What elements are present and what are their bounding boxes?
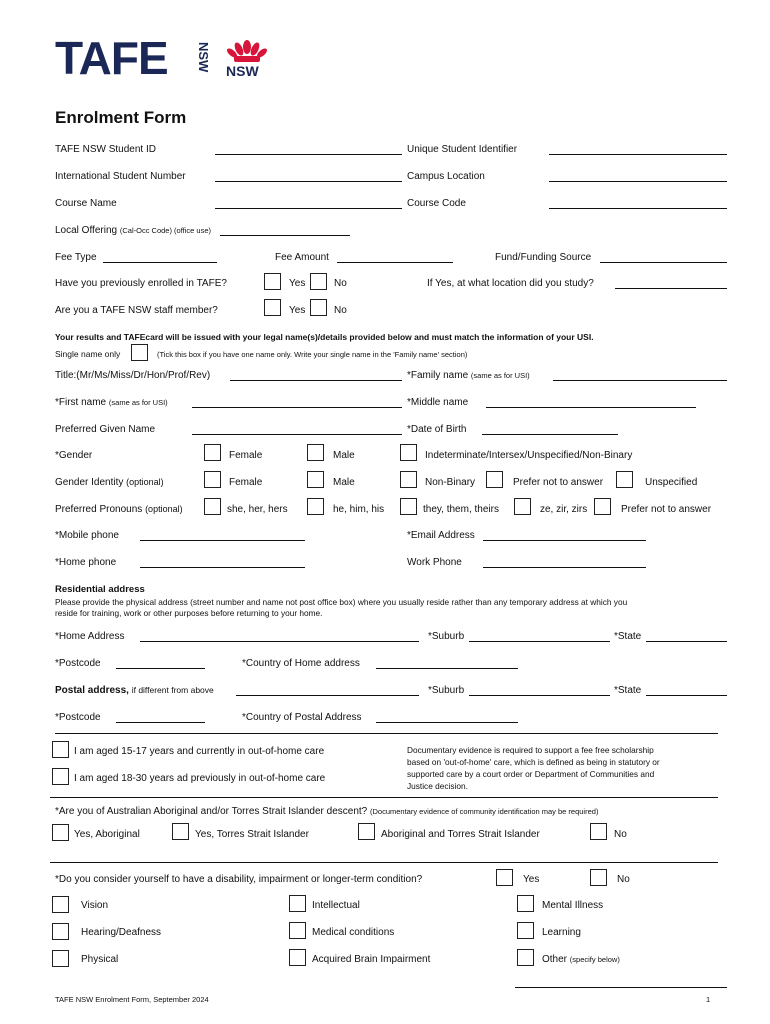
- staff-label: Are you a TAFE NSW staff member?: [55, 305, 218, 316]
- gender-indeterminate-label: Indeterminate/Intersex/Unspecified/Non-Binary: [425, 450, 633, 461]
- course-code-field[interactable]: [549, 208, 727, 209]
- prev-enrolled-label: Have you previously enrolled in TAFE?: [55, 278, 227, 289]
- aboriginal-yes-checkbox[interactable]: [52, 824, 69, 841]
- pronouns-optional: (optional): [145, 504, 183, 514]
- disability-yes-checkbox[interactable]: [496, 869, 513, 886]
- mental-illness-label: Mental Illness: [542, 900, 604, 911]
- gender-female-label: Female: [229, 450, 263, 461]
- local-offering-label: [55, 225, 211, 236]
- gender-identity-text: Gender Identity: [55, 477, 124, 488]
- identity-female-checkbox[interactable]: [204, 471, 221, 488]
- aboriginal-question-text: *Are you of Australian Aboriginal and/or Torres Strait Islander descent?: [55, 806, 368, 817]
- prev-location-label: If Yes, at what location did you study?: [427, 278, 594, 289]
- pronoun-they-label: they, them, theirs: [423, 504, 499, 515]
- page-title: Enrolment Form: [55, 108, 187, 127]
- home-suburb-field[interactable]: [469, 641, 610, 642]
- fee-type-field[interactable]: [103, 262, 217, 263]
- student-id-field[interactable]: [215, 154, 402, 155]
- pronoun-prefer-not-label: Prefer not to answer: [621, 504, 712, 515]
- medical-label: Medical conditions: [312, 927, 395, 938]
- mobile-field[interactable]: [140, 540, 305, 541]
- medical-checkbox[interactable]: [289, 922, 306, 939]
- identity-unspecified-checkbox[interactable]: [616, 471, 633, 488]
- postal-state-label: *State: [614, 685, 642, 696]
- section-divider: [50, 862, 718, 863]
- other-note: (specify below): [569, 955, 620, 964]
- family-name-label: [407, 370, 530, 381]
- postal-address-label: [55, 685, 214, 696]
- email-field[interactable]: [483, 540, 646, 541]
- pronoun-he-checkbox[interactable]: [307, 498, 324, 515]
- waratah-icon: [224, 38, 270, 66]
- fund-source-field[interactable]: [600, 262, 727, 263]
- preferred-name-field[interactable]: [192, 434, 402, 435]
- home-state-label: *State: [614, 631, 642, 642]
- pronoun-prefer-not-checkbox[interactable]: [594, 498, 611, 515]
- postal-address-note: if different from above: [131, 685, 214, 695]
- logo-vertical-nsw: NSW: [196, 42, 211, 73]
- title-label: Title:(Mr/Ms/Miss/Dr/Hon/Prof/Rev): [55, 370, 211, 381]
- fee-type-label: Fee Type: [55, 252, 97, 263]
- course-code-label: Course Code: [407, 198, 466, 209]
- aboriginal-note: (Documentary evidence of community identification may be required): [370, 807, 599, 816]
- care-note-4: Justice decision.: [407, 781, 468, 791]
- campus-label: Campus Location: [407, 171, 485, 182]
- postal-address-text: Postal address,: [55, 685, 129, 696]
- logo-nsw-text: NSW: [226, 63, 259, 79]
- gender-label: *Gender: [55, 450, 93, 461]
- intl-number-field[interactable]: [215, 181, 402, 182]
- local-offering-field[interactable]: [220, 235, 350, 236]
- prev-enrolled-no-checkbox[interactable]: [310, 273, 327, 290]
- page-number: 1: [706, 995, 711, 1004]
- first-name-note: (same as for USI): [108, 398, 168, 407]
- fund-source-label: Fund/Funding Source: [495, 252, 592, 263]
- country-postal-field[interactable]: [376, 722, 518, 723]
- identity-prefer-not-checkbox[interactable]: [486, 471, 503, 488]
- aboriginal-no-label: No: [614, 829, 627, 840]
- intellectual-checkbox[interactable]: [289, 895, 306, 912]
- pronoun-he-label: he, him, his: [333, 504, 385, 515]
- mobile-label: *Mobile phone: [55, 530, 119, 541]
- aboriginal-question: [55, 806, 598, 817]
- country-home-label: *Country of Home address: [242, 658, 360, 669]
- identity-nonbinary-label: Non-Binary: [425, 477, 476, 488]
- gender-indeterminate-checkbox[interactable]: [400, 444, 417, 461]
- gender-female-checkbox[interactable]: [204, 444, 221, 461]
- physical-label: Physical: [81, 954, 119, 965]
- local-offering-text: Local Offering: [55, 225, 118, 236]
- preferred-name-label: Preferred Given Name: [55, 424, 156, 435]
- fee-amount-label: Fee Amount: [275, 252, 329, 263]
- disability-no-label: No: [617, 874, 630, 885]
- learning-label: Learning: [542, 927, 581, 938]
- section-divider: [50, 797, 718, 798]
- postal-postcode-field[interactable]: [116, 722, 205, 723]
- residential-heading: Residential address: [55, 584, 145, 595]
- staff-no-label: No: [334, 305, 347, 316]
- home-suburb-label: *Suburb: [428, 631, 465, 642]
- student-id-label: TAFE NSW Student ID: [55, 144, 156, 155]
- mental-illness-checkbox[interactable]: [517, 895, 534, 912]
- vision-label: Vision: [81, 900, 109, 911]
- campus-field[interactable]: [549, 181, 727, 182]
- home-postcode-label: *Postcode: [55, 658, 101, 669]
- identity-male-label: Male: [333, 477, 355, 488]
- identity-female-label: Female: [229, 477, 263, 488]
- footer-text: TAFE NSW Enrolment Form, September 2024: [55, 995, 209, 1004]
- home-postcode-field[interactable]: [116, 668, 205, 669]
- single-name-checkbox[interactable]: [131, 344, 148, 361]
- work-phone-label: Work Phone: [407, 557, 462, 568]
- section-divider: [55, 733, 718, 734]
- local-offering-note: (Cal-Occ Code) (office use): [119, 226, 211, 235]
- pronoun-ze-label: ze, zir, zirs: [540, 504, 588, 515]
- disability-no-checkbox[interactable]: [590, 869, 607, 886]
- staff-yes-checkbox[interactable]: [264, 299, 281, 316]
- dob-field[interactable]: [482, 434, 618, 435]
- home-phone-field[interactable]: [140, 567, 305, 568]
- pronoun-they-checkbox[interactable]: [400, 498, 417, 515]
- disability-yes-label: Yes: [523, 874, 540, 885]
- care-note-1: Documentary evidence is required to support a fee free scholarship: [407, 745, 654, 755]
- other-text: Other: [542, 954, 568, 965]
- family-name-text: *Family name: [407, 370, 469, 381]
- country-postal-label: *Country of Postal Address: [242, 712, 362, 723]
- learning-checkbox[interactable]: [517, 922, 534, 939]
- single-name-note: (Tick this box if you have one name only. Write your single name in the 'Family name' section): [157, 350, 468, 359]
- physical-checkbox[interactable]: [52, 950, 69, 967]
- prev-location-field[interactable]: [615, 288, 727, 289]
- care-18-30-checkbox[interactable]: [52, 768, 69, 785]
- intl-number-label: International Student Number: [55, 171, 186, 182]
- pronoun-she-label: she, her, hers: [227, 504, 288, 515]
- pronoun-ze-checkbox[interactable]: [514, 498, 531, 515]
- vision-checkbox[interactable]: [52, 896, 69, 913]
- middle-name-label: *Middle name: [407, 397, 469, 408]
- usi-field[interactable]: [549, 154, 727, 155]
- other-checkbox[interactable]: [517, 949, 534, 966]
- pronouns-label: [55, 504, 183, 515]
- family-name-note: (same as for USI): [470, 371, 530, 380]
- postal-state-field[interactable]: [646, 695, 727, 696]
- care-note-2: based on 'out-of-home' care, which is defined as being in statutory or: [407, 757, 660, 767]
- residential-desc-2: reside for training, work or other purposes before returning to your home.: [55, 608, 323, 618]
- other-label: [542, 954, 620, 965]
- gender-male-label: Male: [333, 450, 355, 461]
- home-state-field[interactable]: [646, 641, 727, 642]
- prev-enrolled-no-label: No: [334, 278, 347, 289]
- residential-desc-1: Please provide the physical address (street number and name not post office box) where you usually reside rather than any temporary address at which you: [55, 597, 628, 607]
- middle-name-field[interactable]: [486, 407, 696, 408]
- hearing-label: Hearing/Deafness: [81, 927, 162, 938]
- course-name-field[interactable]: [215, 208, 402, 209]
- email-label: *Email Address: [407, 530, 475, 541]
- care-15-17-checkbox[interactable]: [52, 741, 69, 758]
- care-note-3: supported care by a court order or Department of Communities and: [407, 769, 655, 779]
- brain-label: Acquired Brain Impairment: [312, 954, 431, 965]
- identity-male-checkbox[interactable]: [307, 471, 324, 488]
- home-phone-label: *Home phone: [55, 557, 117, 568]
- course-name-label: Course Name: [55, 198, 117, 209]
- staff-no-checkbox[interactable]: [310, 299, 327, 316]
- postal-suburb-label: *Suburb: [428, 685, 465, 696]
- usi-label: Unique Student Identifier: [407, 144, 518, 155]
- country-home-field[interactable]: [376, 668, 518, 669]
- brain-checkbox[interactable]: [289, 949, 306, 966]
- intellectual-label: Intellectual: [312, 900, 360, 911]
- hearing-checkbox[interactable]: [52, 923, 69, 940]
- other-specify-field[interactable]: [515, 987, 727, 988]
- disability-question: *Do you consider yourself to have a disability, impairment or longer-term condition?: [55, 874, 423, 885]
- staff-yes-label: Yes: [289, 305, 306, 316]
- home-address-field[interactable]: [140, 641, 419, 642]
- usi-notice: Your results and TAFEcard will be issued with your legal name(s)/details provided below and must match the information of your USI.: [55, 332, 594, 342]
- identity-prefer-not-label: Prefer not to answer: [513, 477, 604, 488]
- family-name-field[interactable]: [553, 380, 727, 381]
- aboriginal-yes-label: Yes, Aboriginal: [74, 829, 140, 840]
- pronoun-she-checkbox[interactable]: [204, 498, 221, 515]
- gender-male-checkbox[interactable]: [307, 444, 324, 461]
- aboriginal-and-torres-label: Aboriginal and Torres Strait Islander: [381, 829, 540, 840]
- postal-address-field[interactable]: [236, 695, 419, 696]
- identity-unspecified-label: Unspecified: [645, 477, 698, 488]
- single-name-label: Single name only: [55, 349, 121, 359]
- first-name-text: *First name: [55, 397, 107, 408]
- postal-suburb-field[interactable]: [469, 695, 610, 696]
- dob-label: *Date of Birth: [407, 424, 467, 435]
- aboriginal-and-torres-checkbox[interactable]: [358, 823, 375, 840]
- prev-enrolled-yes-label: Yes: [289, 278, 306, 289]
- gender-identity-label: [55, 477, 164, 488]
- care-15-17-label: I am aged 15-17 years and currently in out-of-home care: [74, 746, 325, 757]
- postal-postcode-label: *Postcode: [55, 712, 101, 723]
- first-name-field[interactable]: [192, 407, 402, 408]
- torres-strait-label: Yes, Torres Strait Islander: [195, 829, 309, 840]
- care-18-30-label: I am aged 18-30 years ad previously in out-of-home care: [74, 773, 326, 784]
- torres-strait-checkbox[interactable]: [172, 823, 189, 840]
- gender-identity-optional: (optional): [126, 477, 164, 487]
- work-phone-field[interactable]: [483, 567, 646, 568]
- tafe-logo-wordmark: TAFE: [55, 32, 168, 84]
- pronouns-text: Preferred Pronouns: [55, 504, 143, 515]
- title-field[interactable]: [230, 380, 402, 381]
- identity-nonbinary-checkbox[interactable]: [400, 471, 417, 488]
- home-address-label: *Home Address: [55, 631, 125, 642]
- prev-enrolled-yes-checkbox[interactable]: [264, 273, 281, 290]
- fee-amount-field[interactable]: [337, 262, 453, 263]
- aboriginal-no-checkbox[interactable]: [590, 823, 607, 840]
- first-name-label: [55, 397, 168, 408]
